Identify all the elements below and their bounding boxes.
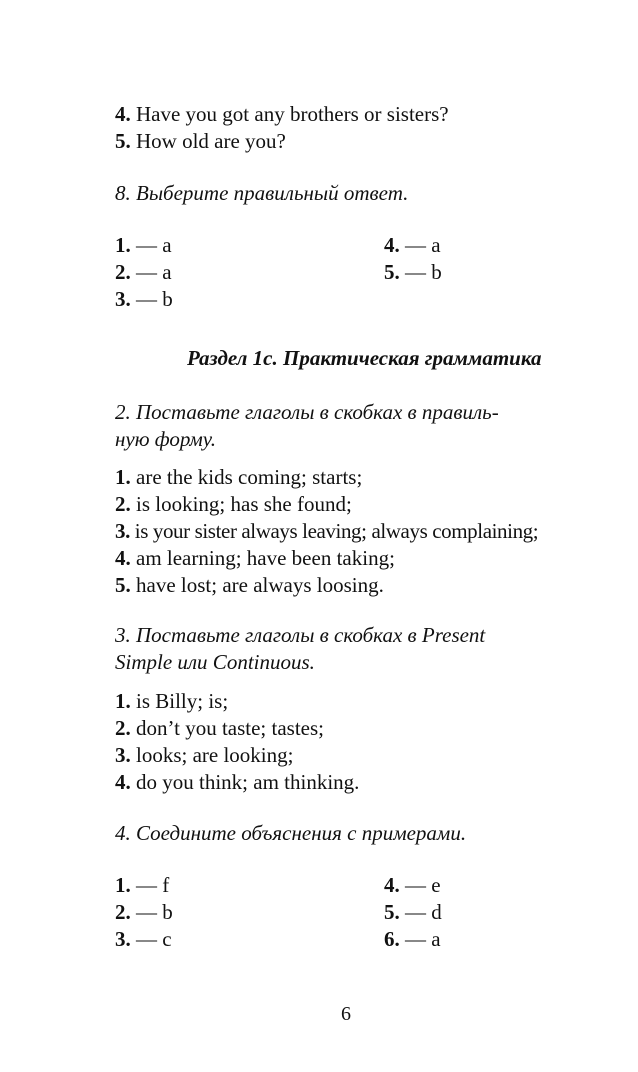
answer-item: 4. do you think; am thinking. bbox=[115, 770, 360, 794]
answer-item: 4. — e bbox=[384, 873, 441, 897]
answer-item: 6. — a bbox=[384, 927, 441, 951]
answer-item: 4. am learning; have been taking; bbox=[115, 546, 395, 570]
list-item: 5. How old are you? bbox=[115, 129, 286, 153]
answer-item: 2. — a bbox=[115, 260, 172, 284]
task-title: 4. Соедините объяснения с примерами. bbox=[115, 821, 467, 845]
answer-item: 3. — c bbox=[115, 927, 172, 951]
answer-item: 5. — b bbox=[384, 260, 442, 284]
task-title: Simple или Continuous. bbox=[115, 650, 315, 674]
section-heading: Раздел 1с. Практическая грамматика bbox=[187, 346, 542, 370]
answer-item: 1. are the kids coming; starts; bbox=[115, 465, 363, 489]
list-item: 4. Have you got any brothers or sisters? bbox=[115, 102, 449, 126]
answer-item: 3. looks; are looking; bbox=[115, 743, 294, 767]
task-title: ную форму. bbox=[115, 427, 217, 451]
answer-item: 5. have lost; are always loosing. bbox=[115, 573, 384, 597]
answer-item: 1. is Billy; is; bbox=[115, 689, 229, 713]
task-title: 3. Поставьте глаголы в скобках в Present bbox=[115, 623, 486, 647]
answer-item: 3. is your sister always leaving; always complaining; bbox=[115, 519, 539, 543]
answer-item: 1. — a bbox=[115, 233, 172, 257]
answer-item: 2. — b bbox=[115, 900, 173, 924]
answer-item: 2. don’t you taste; tastes; bbox=[115, 716, 325, 740]
answer-item: 4. — a bbox=[384, 233, 441, 257]
task-title: 8. Выберите правильный ответ. bbox=[115, 181, 409, 205]
answer-item: 1. — f bbox=[115, 873, 170, 897]
answer-item: 2. is looking; has she found; bbox=[115, 492, 352, 516]
task-title: 2. Поставьте глаголы в скобках в правиль- bbox=[115, 400, 499, 424]
answer-item: 3. — b bbox=[115, 287, 173, 311]
page-number: 6 bbox=[341, 1003, 351, 1025]
answer-item: 5. — d bbox=[384, 900, 442, 924]
